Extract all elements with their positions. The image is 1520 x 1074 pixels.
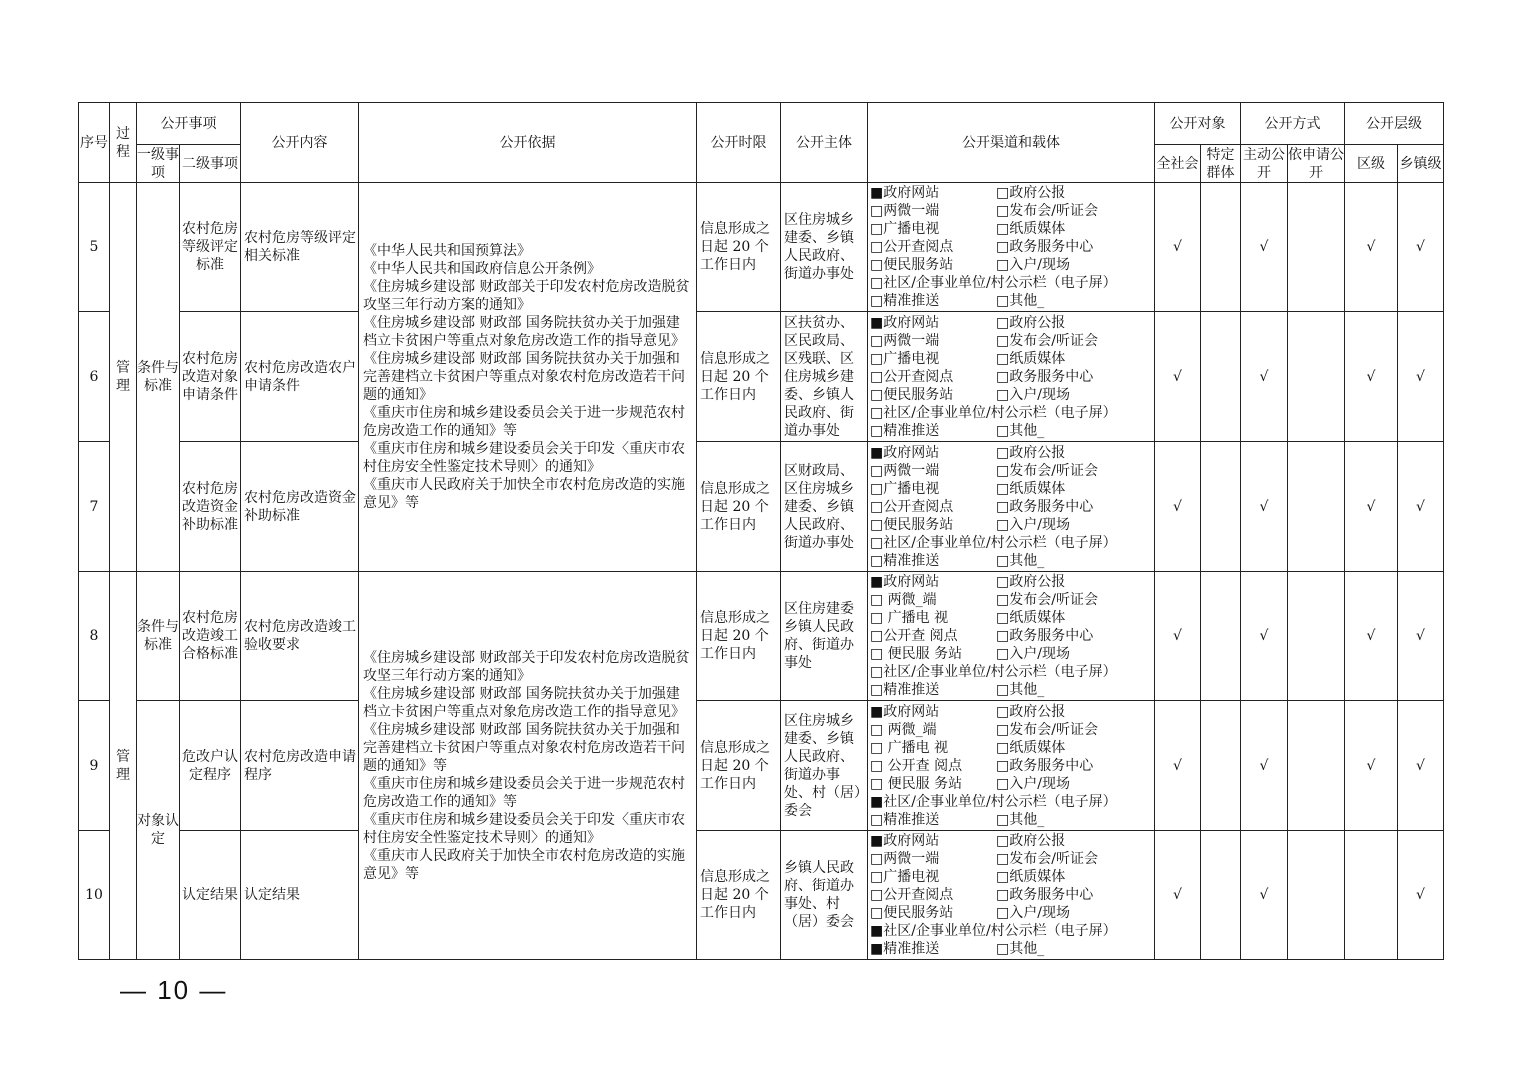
channel-option: □两微一端: [870, 851, 940, 867]
channel-option: □政府公报: [996, 574, 1066, 590]
channel-line: [870, 904, 1154, 922]
channel-option: □公开查阅点: [870, 498, 954, 515]
channel-option: □入户/现场: [996, 386, 1070, 403]
subject-cell: 乡镇人民政府、街道办事处、村（居）委会: [781, 831, 868, 960]
row-number: 5: [79, 183, 110, 312]
row-number: 8: [79, 572, 110, 701]
method-apply-mark: [1288, 831, 1345, 960]
channel-line: [870, 832, 1154, 850]
target-all-mark: √: [1155, 183, 1201, 312]
content-cell: 农村危房等级评定相关标准: [241, 183, 359, 312]
channel-option: □社区/企事业单位/村公示栏（电子屏）: [870, 664, 1117, 680]
channel-line: [870, 498, 1154, 516]
channel-option: ■政府网站: [870, 444, 940, 461]
target-specific-mark: [1201, 442, 1241, 572]
channel-option: □广播电视: [870, 869, 940, 885]
target-specific-mark: [1201, 701, 1241, 831]
col-method: 公开方式: [1241, 103, 1345, 145]
content-cell: 农村危房改造农户申请条件: [241, 312, 359, 442]
col-level: 公开层级: [1345, 103, 1444, 145]
method-active-mark: √: [1241, 831, 1288, 960]
target-specific-mark: [1201, 831, 1241, 960]
col-target: 公开对象: [1155, 103, 1241, 145]
basis-cell: 《中华人民共和国预算法》 《中华人民共和国政府信息公开条例》 《住房城乡建设部 财政部关于印发农村危房改造脱贫攻坚三年行动方案的通知》 《住房城乡建设部 财政部 国务院扶贫办关于加强建档立卡贫困户等重点对象危房改造工作的指导意见》 《住房城乡建设部 财政部 国务院扶贫办关于加强和完善建档立卡贫困户等重点对象农村危房改造若干问题的通知》 《重庆市住房和城乡建设委员会关于进一步规范农村危房改造工作的通知》等 《重庆市住房和城乡建设委员会关于印发〈重庆市农村住房安全性鉴定技术导则〉的通知》 《重庆市人民政府关于加快全市农村危房改造的实施意见》等: [359, 183, 697, 572]
channel-option: □精准推送: [870, 552, 940, 569]
channel-option: □公开查阅点: [870, 239, 954, 255]
row-number: 6: [79, 312, 110, 442]
level-town-mark: √: [1398, 831, 1444, 960]
channel-option: □广播电视: [870, 350, 940, 367]
channel-line: [870, 368, 1154, 386]
channel-option: ■精准推送: [870, 941, 940, 957]
content-cell: 农村危房改造申请程序: [241, 701, 359, 831]
channel-option: □精准推送: [870, 811, 940, 828]
level-district-mark: √: [1345, 442, 1398, 572]
col-content: 公开内容: [241, 103, 359, 183]
channel-option: ■政府网站: [870, 185, 940, 201]
channel-option: □精准推送: [870, 422, 940, 439]
col-method-active: 主动公开: [1241, 145, 1288, 183]
channel-line: [870, 627, 1154, 645]
col-seq: 序号: [79, 103, 110, 183]
method-apply-mark: [1288, 442, 1345, 572]
channel-line: [870, 868, 1154, 886]
col-level1: 一级事项: [137, 146, 179, 181]
col-level-town: 乡镇级: [1398, 145, 1444, 183]
time-limit-cell: 信息形成之日起 20 个工作日内: [697, 183, 781, 312]
channel-line: [870, 480, 1154, 498]
process-cell: 管理: [110, 572, 137, 960]
channel-option: □ 广播电 视: [870, 739, 949, 756]
level-district-mark: [1345, 831, 1398, 960]
row-number: 9: [79, 701, 110, 831]
table-row: [79, 831, 1444, 960]
time-limit-cell: 信息形成之日起 20 个工作日内: [697, 312, 781, 442]
method-apply-mark: [1288, 183, 1345, 312]
channel-option: □社区/企事业单位/村公示栏（电子屏）: [870, 404, 1117, 421]
channel-option: □政府公报: [996, 833, 1066, 849]
channel-option: □ 两微_端: [870, 721, 937, 738]
channel-option: □ 便民服 务站: [870, 646, 963, 662]
col-level-district: 区级: [1345, 145, 1398, 183]
channel-option: □其他_: [996, 811, 1045, 828]
col-target-specific: 特定群体: [1201, 145, 1241, 183]
level2-cell: 农村危房等级评定标准: [180, 183, 241, 312]
channel-option: □公开查 阅点: [870, 628, 958, 644]
channel-option: □政府公报: [996, 444, 1066, 461]
channel-option: □其他_: [996, 941, 1045, 957]
channel-option: □两微一端: [870, 203, 940, 219]
basis-cell: 《住房城乡建设部 财政部关于印发农村危房改造脱贫攻坚三年行动方案的通知》 《住房城乡建设部 财政部 国务院扶贫办关于加强建档立卡贫困户等重点对象危房改造工作的指导意见》 《住房城乡建设部 财政部 国务院扶贫办关于加强和完善建档立卡贫困户等重点对象农村危房改造若干问题的通知》等 《重庆市住房和城乡建设委员会关于进一步规范农村危房改造工作的通知》等 《重庆市住房和城乡建设委员会关于印发〈重庆市农村住房安全性鉴定技术导则〉的通知》 《重庆市人民政府关于加快全市农村危房改造的实施意见》等: [359, 572, 697, 960]
content-cell: 农村危房改造竣工验收要求: [241, 572, 359, 701]
col-process: 过程: [110, 103, 137, 183]
subject-cell: 区住房城乡建委、乡镇人民政府、街道办事处: [781, 183, 868, 312]
col-basis: 公开依据: [359, 103, 697, 183]
channel-line: [870, 940, 1154, 958]
channel-option: □ 两微_端: [870, 592, 937, 608]
channel-option: □ 公开查 阅点: [870, 757, 963, 774]
channel-option: □公开查阅点: [870, 368, 954, 385]
channel-line: [870, 332, 1154, 350]
target-all-mark: √: [1155, 312, 1201, 442]
channel-line: [870, 775, 1154, 793]
channel-option: □广播电视: [870, 221, 940, 237]
channel-line: [870, 314, 1154, 332]
table-row: [79, 183, 1444, 312]
channel-line: [870, 184, 1154, 202]
channel-cell: [868, 312, 1155, 442]
target-specific-mark: [1201, 312, 1241, 442]
channel-option: □发布会/听证会: [996, 462, 1098, 479]
level2-cell: 农村危房改造对象申请条件: [180, 312, 241, 442]
channel-option: □政务服务中心: [996, 368, 1094, 385]
channel-option: □政府公报: [996, 314, 1066, 331]
method-active-mark: √: [1241, 312, 1288, 442]
channel-option: □入户/现场: [996, 775, 1070, 792]
channel-line: [870, 256, 1154, 274]
channel-cell: [868, 442, 1155, 572]
channel-option: □精准推送: [870, 293, 940, 309]
method-apply-mark: [1288, 312, 1345, 442]
target-all-mark: √: [1155, 831, 1201, 960]
table-row: [79, 572, 1444, 701]
col-time-limit: 公开时限: [697, 103, 781, 183]
process-cell: 管理: [110, 183, 137, 572]
channel-line: [870, 811, 1154, 829]
channel-option: □其他_: [996, 422, 1045, 439]
method-active-mark: √: [1241, 701, 1288, 831]
channel-option: □政务服务中心: [996, 239, 1094, 255]
channel-option: ■政府网站: [870, 833, 940, 849]
channel-option: □政务服务中心: [996, 757, 1094, 774]
level1-cell: 对象认定: [137, 701, 180, 960]
channel-cell: [868, 183, 1155, 312]
target-specific-mark: [1201, 572, 1241, 701]
channel-option: □政府公报: [996, 185, 1066, 201]
channel-option: □入户/现场: [996, 257, 1070, 273]
channel-option: □其他_: [996, 293, 1045, 309]
level-town-mark: √: [1398, 183, 1444, 312]
col-method-apply: 依申请公开: [1288, 146, 1344, 181]
channel-line: [870, 552, 1154, 570]
channel-option: □发布会/听证会: [996, 332, 1098, 349]
channel-option: ■社区/企事业单位/村公示栏（电子屏）: [870, 793, 1117, 810]
channel-line: [870, 238, 1154, 256]
col-level2: 二级事项: [180, 145, 241, 183]
method-active-mark: √: [1241, 442, 1288, 572]
channel-option: □政务服务中心: [996, 887, 1094, 903]
channel-option: □精准推送: [870, 682, 940, 698]
channel-line: [870, 220, 1154, 238]
subject-cell: 区住房城乡建委、乡镇人民政府、街道办事处、村（居）委会: [781, 701, 868, 831]
channel-option: □便民服务站: [870, 386, 954, 403]
channel-option: □纸质媒体: [996, 480, 1066, 497]
channel-option: ■政府网站: [870, 703, 940, 720]
channel-option: □纸质媒体: [996, 869, 1066, 885]
channel-option: □入户/现场: [996, 516, 1070, 533]
channel-option: □发布会/听证会: [996, 592, 1098, 608]
channel-option: □其他_: [996, 552, 1045, 569]
subject-cell: 区扶贫办、区民政局、区残联、区住房城乡建委、乡镇人民政府、街道办事处: [781, 312, 868, 442]
time-limit-cell: 信息形成之日起 20 个工作日内: [697, 442, 781, 572]
level-district-mark: √: [1345, 183, 1398, 312]
channel-line: [870, 292, 1154, 310]
level-town-mark: √: [1398, 312, 1444, 442]
level1-cell: 条件与标准: [137, 183, 180, 572]
channel-line: [870, 386, 1154, 404]
channel-cell: [868, 831, 1155, 960]
channel-line: [870, 793, 1154, 811]
content-cell: 认定结果: [241, 831, 359, 960]
level-district-mark: √: [1345, 312, 1398, 442]
level-district-mark: √: [1345, 701, 1398, 831]
channel-option: □入户/现场: [996, 905, 1070, 921]
channel-option: □政务服务中心: [996, 498, 1094, 515]
channel-option: □纸质媒体: [996, 739, 1066, 756]
channel-option: □其他_: [996, 682, 1045, 698]
channel-option: ■社区/企事业单位/村公示栏（电子屏）: [870, 923, 1117, 939]
channel-option: □纸质媒体: [996, 221, 1066, 237]
channel-option: □发布会/听证会: [996, 203, 1098, 219]
channel-option: □发布会/听证会: [996, 851, 1098, 867]
channel-option: □便民服务站: [870, 257, 954, 273]
method-active-mark: √: [1241, 572, 1288, 701]
channel-option: □纸质媒体: [996, 350, 1066, 367]
row-number: 10: [79, 831, 110, 960]
row-number: 7: [79, 442, 110, 572]
table-body: [79, 183, 1444, 960]
channel-line: [870, 739, 1154, 757]
channel-option: ■政府网站: [870, 574, 940, 590]
channel-option: □两微一端: [870, 332, 940, 349]
table-row: [79, 701, 1444, 831]
disclosure-table: [78, 102, 1444, 960]
channel-line: [870, 645, 1154, 663]
col-subject: 公开主体: [781, 103, 868, 183]
channel-option: □便民服务站: [870, 905, 954, 921]
channel-line: [870, 703, 1154, 721]
channel-line: [870, 350, 1154, 368]
target-all-mark: √: [1155, 442, 1201, 572]
channel-option: □广播电视: [870, 480, 940, 497]
target-specific-mark: [1201, 183, 1241, 312]
time-limit-cell: 信息形成之日起 20 个工作日内: [697, 831, 781, 960]
channel-line: [870, 850, 1154, 868]
level-town-mark: √: [1398, 572, 1444, 701]
target-all-mark: √: [1155, 701, 1201, 831]
level-district-mark: √: [1345, 572, 1398, 701]
channel-option: □便民服务站: [870, 516, 954, 533]
level1-cell: 条件与标准: [137, 572, 180, 701]
time-limit-cell: 信息形成之日起 20 个工作日内: [697, 701, 781, 831]
table-row: [79, 442, 1444, 572]
level2-cell: 农村危房改造资金补助标准: [180, 442, 241, 572]
channel-line: [870, 757, 1154, 775]
col-matter: 公开事项: [137, 103, 241, 145]
channel-line: [870, 573, 1154, 591]
col-target-all: 全社会: [1155, 145, 1201, 183]
channel-option: □社区/企事业单位/村公示栏（电子屏）: [870, 275, 1117, 291]
level2-cell: 农村危房改造竣工合格标准: [180, 572, 241, 701]
channel-line: [870, 404, 1154, 422]
channel-cell: [868, 701, 1155, 831]
channel-cell: [868, 572, 1155, 701]
method-apply-mark: [1288, 701, 1345, 831]
table-row: [79, 312, 1444, 442]
channel-line: [870, 591, 1154, 609]
level2-cell: 认定结果: [180, 831, 241, 960]
method-active-mark: √: [1241, 183, 1288, 312]
channel-option: □纸质媒体: [996, 610, 1066, 626]
channel-option: □入户/现场: [996, 646, 1070, 662]
channel-option: □社区/企事业单位/村公示栏（电子屏）: [870, 534, 1117, 551]
target-all-mark: √: [1155, 572, 1201, 701]
channel-option: □政府公报: [996, 703, 1066, 720]
channel-option: ■政府网站: [870, 314, 940, 331]
col-channel: 公开渠道和载体: [868, 103, 1155, 183]
level2-cell: 危改户认定程序: [180, 701, 241, 831]
channel-line: [870, 663, 1154, 681]
page-number: — 10 —: [120, 975, 228, 1005]
subject-cell: 区财政局、区住房城乡建委、乡镇人民政府、街道办事处: [781, 442, 868, 572]
channel-line: [870, 462, 1154, 480]
channel-line: [870, 922, 1154, 940]
channel-line: [870, 422, 1154, 440]
content-cell: 农村危房改造资金补助标准: [241, 442, 359, 572]
channel-line: [870, 516, 1154, 534]
channel-line: [870, 444, 1154, 462]
channel-line: [870, 681, 1154, 699]
channel-line: [870, 609, 1154, 627]
level-town-mark: √: [1398, 701, 1444, 831]
channel-option: □ 便民服 务站: [870, 775, 963, 792]
channel-option: □ 广播电 视: [870, 610, 949, 626]
channel-line: [870, 274, 1154, 292]
channel-option: □政务服务中心: [996, 628, 1094, 644]
channel-line: [870, 202, 1154, 220]
channel-line: [870, 534, 1154, 552]
channel-line: [870, 886, 1154, 904]
subject-cell: 区住房建委乡镇人民政府、街道办事处: [781, 572, 868, 701]
channel-option: □两微一端: [870, 462, 940, 479]
channel-option: □发布会/听证会: [996, 721, 1098, 738]
level-town-mark: √: [1398, 442, 1444, 572]
channel-option: □公开查阅点: [870, 887, 954, 903]
method-apply-mark: [1288, 572, 1345, 701]
time-limit-cell: 信息形成之日起 20 个工作日内: [697, 572, 781, 701]
channel-line: [870, 721, 1154, 739]
